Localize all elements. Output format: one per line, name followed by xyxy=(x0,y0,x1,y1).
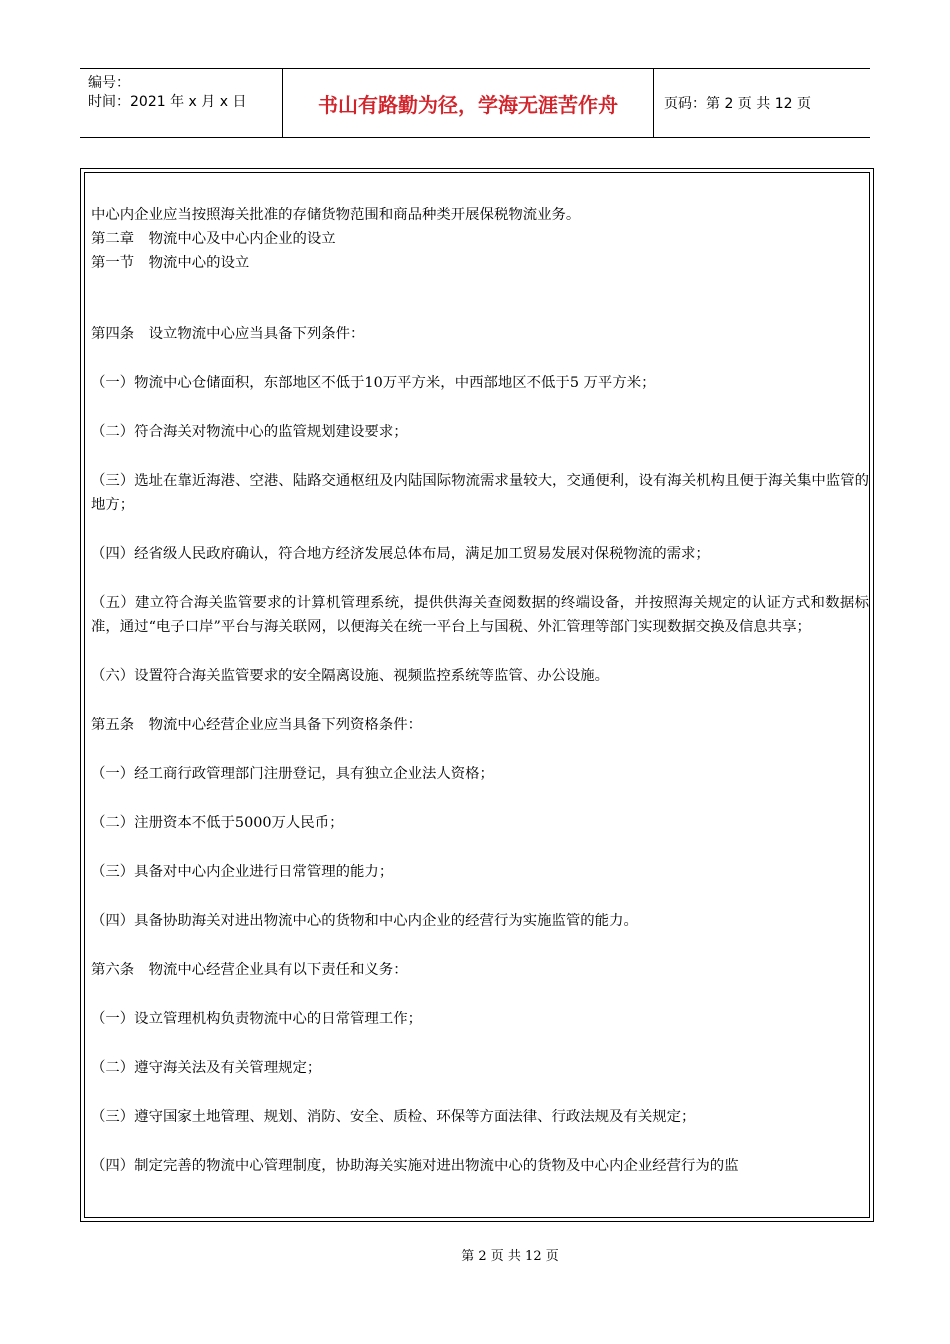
paragraph: （一）设立管理机构负责物流中心的日常管理工作； xyxy=(91,1011,422,1027)
paragraph: （二）注册资本不低于5000万人民币； xyxy=(91,815,344,831)
header-meta xyxy=(80,69,283,137)
number-label: 编号： xyxy=(88,75,130,91)
spacer xyxy=(91,275,869,322)
paragraph: （四）制定完善的物流中心管理制度，协助海关实施对进出物流中心的货物及中心内企业经营行为的监 xyxy=(91,1158,739,1174)
paragraph: （三）选址在靠近海港、空港、陆路交通枢纽及内陆国际物流需求量较大，交通便利，设有海关机构且便于海关集中监管的地方； xyxy=(91,473,869,513)
page-header xyxy=(80,68,870,138)
chapter-heading: 第二章 物流中心及中心内企业的设立 xyxy=(91,231,336,247)
header-page-info: 页码：第 2 页 共 12 页 xyxy=(664,96,811,112)
paragraph: （四）具备协助海关对进出物流中心的货物和中心内企业的经营行为实施监管的能力。 xyxy=(91,913,638,929)
paragraph: （六）设置符合海关监管要求的安全隔离设施、视频监控系统等监管、办公设施。 xyxy=(91,668,610,684)
page-footer: 第 2 页 共 12 页 xyxy=(461,1249,559,1264)
article-heading: 第四条 设立物流中心应当具备下列条件： xyxy=(91,326,365,342)
section-heading: 第一节 物流中心的设立 xyxy=(91,255,250,271)
document-body xyxy=(91,203,869,1203)
paragraph: （二）遵守海关法及有关管理规定； xyxy=(91,1060,322,1076)
content-frame xyxy=(80,168,874,1222)
paragraph: （一）物流中心仓储面积，东部地区不低于10万平方米，中西部地区不低于5 万平方米； xyxy=(91,375,656,391)
paragraph: 中心内企业应当按照海关批准的存储货物范围和商品种类开展保税物流业务。 xyxy=(91,207,581,223)
paragraph: （五）建立符合海关监管要求的计算机管理系统，提供供海关查阅数据的终端设备，并按照海关规定的认证方式和数据标准，通过“电子口岸”平台与海关联网，以便海关在统一平台上与国税、外汇管理等部门实现数据交换及信息共享； xyxy=(91,595,869,635)
paragraph: （一）经工商行政管理部门注册登记，具有独立企业法人资格； xyxy=(91,766,494,782)
header-motto: 书山有路勤为径，学海无涯苦作舟 xyxy=(283,69,654,137)
paragraph: （三）具备对中心内企业进行日常管理的能力； xyxy=(91,864,394,880)
article-heading: 第五条 物流中心经营企业应当具备下列资格条件： xyxy=(91,717,422,733)
paragraph: （二）符合海关对物流中心的监管规划建设要求； xyxy=(91,424,408,440)
paragraph: （四）经省级人民政府确认，符合地方经济发展总体布局，满足加工贸易发展对保税物流的需求； xyxy=(91,546,710,562)
date-label: 时间：2021 年 x 月 x 日 xyxy=(88,94,247,110)
paragraph: （三）遵守国家土地管理、规划、消防、安全、质检、环保等方面法律、行政法规及有关规定； xyxy=(91,1109,696,1125)
article-heading: 第六条 物流中心经营企业具有以下责任和义务： xyxy=(91,962,408,978)
content-inner-border xyxy=(84,172,870,1218)
